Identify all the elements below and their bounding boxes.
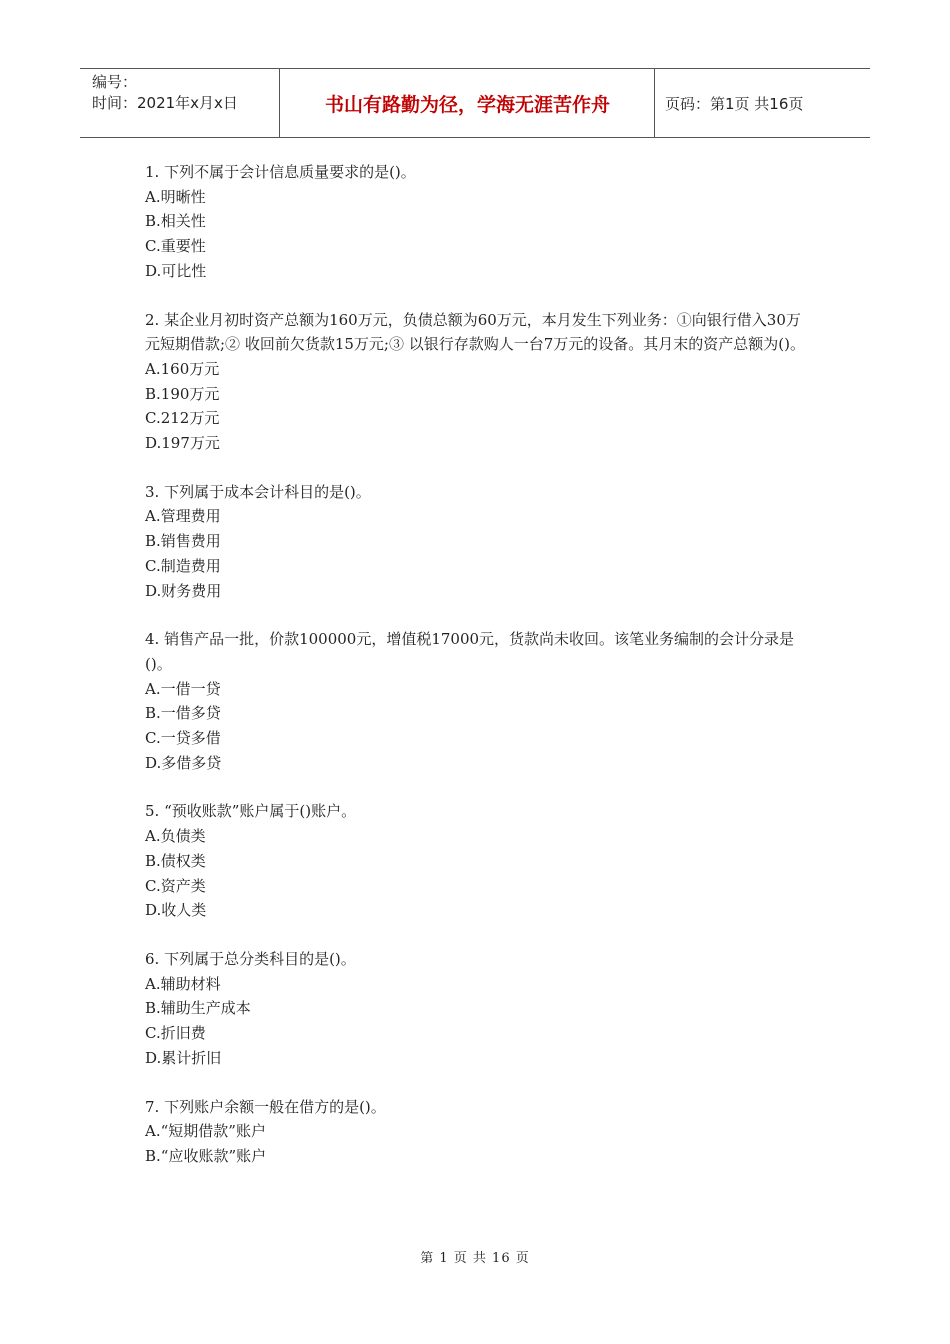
- option: C.重要性: [145, 237, 206, 256]
- question-stem: 3. 下列属于成本会计科目的是()。: [145, 482, 371, 501]
- option: B.一借多贷: [145, 704, 221, 723]
- page-footer: 第 1 页 共 16 页: [420, 1251, 530, 1266]
- option: A.明晰性: [145, 187, 206, 206]
- option: B.债权类: [145, 851, 206, 870]
- time-label: 时间：2021年x月x日: [92, 94, 238, 112]
- option: D.收人类: [145, 901, 207, 920]
- option: D.财务费用: [145, 581, 222, 600]
- page-header: [80, 68, 870, 138]
- question-stem: 4. 销售产品一批，价款100000元，增值税17000元，货款尚未收回。该笔业务编制的会计分录是()。: [145, 630, 795, 673]
- header-page-info: 页码：第1页 共16页: [665, 94, 804, 113]
- option: C.一贷多借: [145, 729, 221, 748]
- option: D.累计折旧: [145, 1048, 222, 1067]
- option: D.多借多贷: [145, 753, 222, 772]
- question: [145, 480, 805, 604]
- option: A.管理费用: [145, 507, 221, 526]
- question: [145, 308, 805, 456]
- question: [145, 627, 805, 775]
- option: C.212万元: [145, 409, 220, 428]
- question: [145, 1095, 805, 1169]
- option: A.辅助材料: [145, 974, 221, 993]
- option: C.折旧费: [145, 1024, 206, 1043]
- question: [145, 799, 805, 923]
- question-list: [145, 160, 805, 1193]
- option: A.“短期借款”账户: [145, 1122, 266, 1141]
- option: B.辅助生产成本: [145, 999, 251, 1018]
- option: D.可比性: [145, 261, 207, 280]
- question-stem: 6. 下列属于总分类科目的是()。: [145, 949, 356, 968]
- header-meta: [80, 69, 280, 137]
- question: [145, 160, 805, 284]
- question: [145, 947, 805, 1071]
- option: B.190万元: [145, 384, 220, 403]
- option: A.负债类: [145, 827, 206, 846]
- option: A.一借一贷: [145, 679, 221, 698]
- option: D.197万元: [145, 434, 220, 453]
- option: B.销售费用: [145, 532, 221, 551]
- option: A.160万元: [145, 359, 220, 378]
- number-label: 编号：: [92, 73, 138, 91]
- question-stem: 5. “预收账款”账户属于()账户。: [145, 802, 357, 821]
- option: B.相关性: [145, 212, 206, 231]
- question-stem: 1. 下列不属于会计信息质量要求的是()。: [145, 163, 416, 181]
- header-motto: 书山有路勤为径，学海无涯苦作舟: [281, 69, 655, 137]
- option: B.“应收账款”账户: [145, 1146, 267, 1165]
- question-stem: 7. 下列账户余额一般在借方的是()。: [145, 1097, 386, 1116]
- question-stem: 2. 某企业月初时资产总额为160万元，负债总额为60万元，本月发生下列业务：①向银行借入30万元短期借款;② 收回前欠货款15万元;③ 以银行存款购人一台7万元的设备。其月末的资产总额为()。: [145, 310, 805, 354]
- option: C.制造费用: [145, 556, 221, 575]
- option: C.资产类: [145, 876, 206, 895]
